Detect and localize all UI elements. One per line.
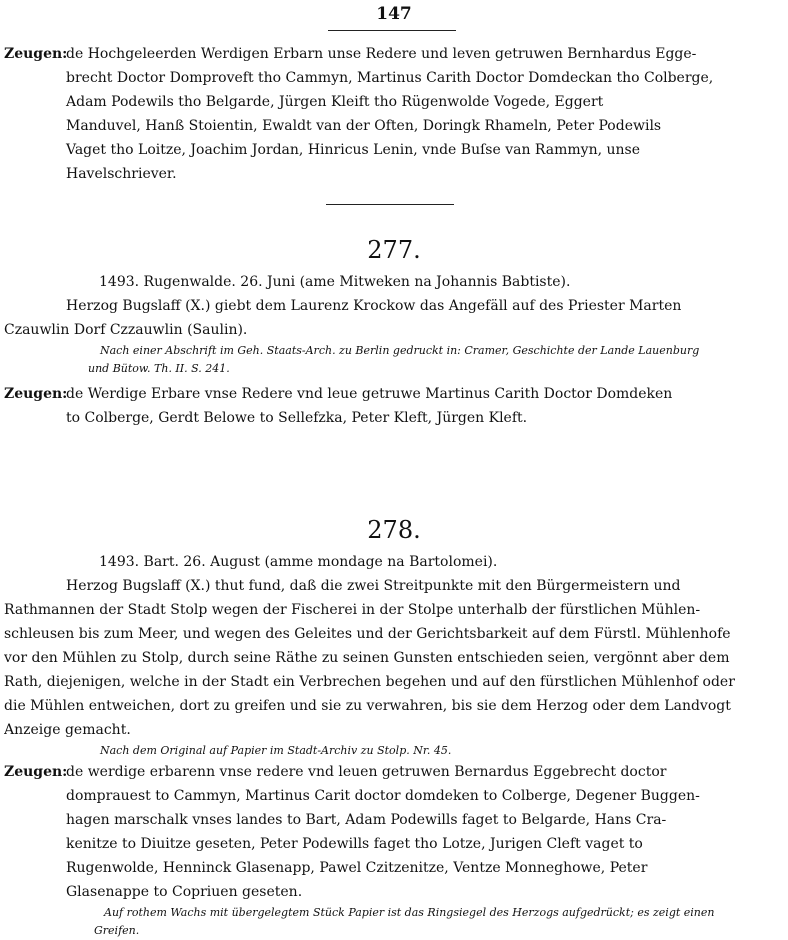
- witness-line: Havelschriever.: [66, 166, 177, 182]
- document-date-line: 1493. Bart. 26. August (amme mondage na Bartolomei).: [99, 554, 498, 570]
- document-date-line: 1493. Rugenwalde. 26. Juni (ame Mitweken na Johannis Babtiste).: [99, 274, 571, 290]
- witness-line: Rugenwolde, Henninck Glasenapp, Pawel Czitzenitze, Ventze Monneghowe, Peter: [66, 860, 648, 876]
- page-number: 147: [376, 4, 412, 24]
- witness-line: hagen marschalk vnses landes to Bart, Adam Podewills faget to Belgarde, Hans Cra-: [66, 812, 667, 828]
- witness-line: domprauest to Cammyn, Martinus Carit doctor domdeken to Colberge, Degener Buggen-: [66, 788, 700, 804]
- section-divider: [326, 204, 454, 205]
- summary-line: Rath, diejenigen, welche in der Stadt ein Verbrechen begehen und auf den fürstlichen Mühlenhof oder: [4, 674, 735, 690]
- summary-line: Herzog Bugslaff (X.) giebt dem Laurenz Krockow das Angefäll auf des Priester Marten: [66, 298, 682, 314]
- witness-line: Vaget tho Loitze, Joachim Jordan, Hinricus Lenin, vnde Buſse van Rammyn, unse: [66, 142, 641, 158]
- witness-line: to Colberge, Gerdt Belowe to Sellefzka, Peter Kleft, Jürgen Kleft.: [66, 410, 528, 426]
- summary-line: Anzeige gemacht.: [4, 722, 131, 738]
- summary-line: Herzog Bugslaff (X.) thut fund, daß die zwei Streitpunkte mit den Bürgermeistern und: [66, 578, 681, 594]
- summary-line: Czauwlin Dorf Czzauwlin (Saulin).: [4, 322, 248, 338]
- witness-line: de werdige erbarenn vnse redere vnd leuen getruwen Bernardus Eggebrecht doctor: [66, 764, 667, 780]
- summary-line: vor den Mühlen zu Stolp, durch seine Räthe zu seinen Gunsten entschieden seien, vergönnt aber dem: [4, 650, 730, 666]
- witness-label: Zeugen:: [4, 764, 68, 780]
- summary-line: schleusen bis zum Meer, und wegen des Geleites und der Gerichtsbarkeit auf dem Fürstl. Mühlenhofe: [4, 626, 731, 642]
- summary-line: die Mühlen entweichen, dort zu greifen und sie zu verwahren, bis sie dem Herzog oder dem Landvogt: [4, 698, 731, 714]
- witness-line: Glasenappe to Copriuen geseten.: [66, 884, 303, 900]
- source-line: Nach dem Original auf Papier im Stadt-Archiv zu Stolp. Nr. 45.: [100, 744, 452, 757]
- seal-note-line: Greifen.: [94, 924, 140, 937]
- witness-label: Zeugen:: [4, 46, 68, 62]
- summary-line: Rathmannen der Stadt Stolp wegen der Fischerei in der Stolpe unterhalb der fürstlichen Mühlen-: [4, 602, 701, 618]
- document-277: [4, 270, 784, 430]
- document-278: [4, 550, 784, 940]
- header-rule: [328, 30, 456, 31]
- source-line: und Bütow. Th. II. S. 241.: [88, 362, 230, 375]
- witness-line: brecht Doctor Domproveft tho Cammyn, Martinus Carith Doctor Domdeckan tho Colberge,: [66, 70, 714, 86]
- witness-line: kenitze to Diuitze geseten, Peter Podewills faget tho Lotze, Jurigen Cleft vaget to: [66, 836, 643, 852]
- source-line: Nach einer Abschrift im Geh. Staats-Arch. zu Berlin gedruckt in: Cramer, Geschichte der Lande Lauenburg: [100, 344, 700, 357]
- witness-line: de Hochgeleerden Werdigen Erbarn unse Redere und leven getruwen Bernhardus Egge-: [66, 46, 697, 62]
- witness-label: Zeugen:: [4, 386, 68, 402]
- witness-line: Manduvel, Hanß Stoientin, Ewaldt van der Often, Doringk Rhameln, Peter Podewils: [66, 118, 662, 134]
- witness-line: de Werdige Erbare vnse Redere vnd leue getruwe Martinus Carith Doctor Domdeken: [66, 386, 673, 402]
- document-number-277: 277.: [367, 236, 421, 264]
- entry-top-witnesses: [4, 42, 784, 186]
- document-number-278: 278.: [367, 516, 421, 544]
- witness-line: Adam Podewils tho Belgarde, Jürgen Kleift tho Rügenwolde Vogede, Eggert: [66, 94, 604, 110]
- seal-note-line: Auf rothem Wachs mit übergelegtem Stück Papier ist das Ringsiegel des Herzogs aufgedrückt; es zeigt einen: [104, 906, 715, 919]
